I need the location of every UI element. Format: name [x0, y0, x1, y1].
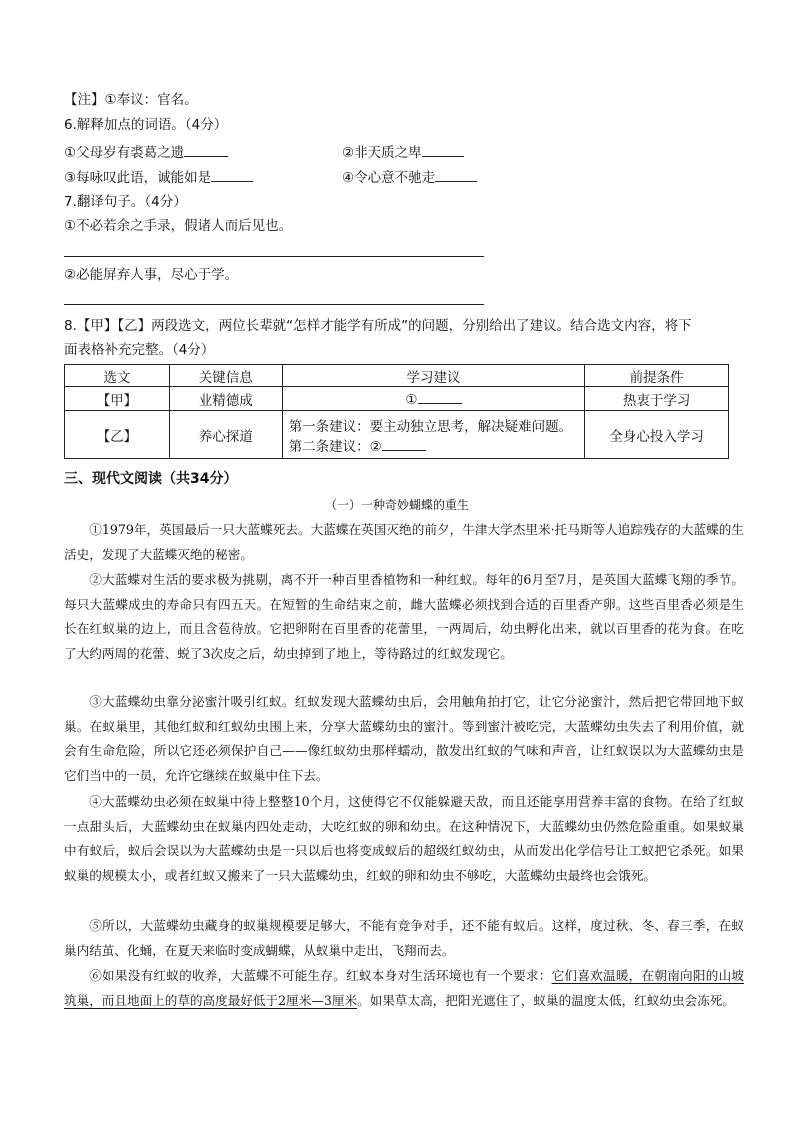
q7-title: 7.翻译句子。（4分）: [64, 194, 187, 210]
q6-item-3: [64, 167, 253, 188]
table-header: 学习建议: [282, 365, 585, 387]
q6-item-1-text: ①父母岁有裘葛之遗: [64, 145, 185, 161]
p6-underlined-sentence: 它们喜欢温暖，在朝南向阳的山坡筑巢，而且地面上的草的高度最好低于2厘米—3厘米: [64, 968, 745, 1008]
answer-blank[interactable]: [184, 142, 228, 157]
advice-line-2: [289, 435, 585, 455]
q7-item-1: ①不必若余之手录，假诸人而后见也。: [64, 218, 293, 234]
table-cell-advice: [282, 411, 585, 459]
article-paragraph-5: ⑤所以，大蓝蝶幼虫藏身的蚁巢规模要足够大，不能有竞争对手，还不能有蚁后。这样，度过秋、冬、春三季，在蚁巢内结茧、化蛹，在夏天来临时变成蝴蝶，从蚁巢中走出，飞翔而去。: [64, 918, 744, 958]
table-cell: 热衷于学习: [585, 387, 729, 411]
table-cell: 业精德成: [169, 387, 282, 411]
table-header: 关键信息: [169, 365, 282, 387]
q6-title: 6.解释加点的词语。（4分）: [64, 117, 228, 133]
q6-item-2: [342, 142, 464, 163]
table-cell-advice: [282, 387, 585, 411]
table-header: 选文: [65, 365, 170, 387]
article-paragraph-3: ③大蓝蝶幼虫靠分泌蜜汁吸引红蚁。红蚁发现大蓝蝶幼虫后，会用触角拍打它，让它分泌蜜汁，然后把它带回地下蚁巢。在蚁巢里，其他红蚁和红蚁幼虫围上来，分享大蓝蝶幼虫的蜜汁。等到蜜汁被吃完，大蓝蝶幼虫失去了利用价值，就会有生命危险，所以它还必须保护自己——像红蚁幼虫那样蠕动，散发出红蚁的气味和声音，让红蚁误以为大蓝蝶幼虫是它们当中的一员，允许它继续在蚁巢中住下去。: [64, 694, 744, 783]
table-cell: 【乙】: [65, 411, 170, 459]
article-paragraph-2: ②大蓝蝶对生活的要求极为挑剔，离不开一种百里香植物和一种红蚁。每年的6月至7月，是英国大蓝蝶飞翔的季节。每只大蓝蝶成虫的寿命只有四五天。在短暂的生命结束之前，雌大蓝蝶必须找到合适的百里香产卵。这些百里香必须是生长在红蚁巢的边上，而且含苞待放。它把卵附在百里香的花蕾里，一两周后，幼虫孵化出来，就以百里香的花为食。在吃了大约两周的花蕾、蜕了3次皮之后，幼虫掉到了地上，等待路过的红蚁发现它。: [64, 572, 744, 661]
advice-label: 第二条建议：②: [288, 438, 382, 455]
article-paragraph-1: ①1979年，英国最后一只大蓝蝶死去。大蓝蝶在英国灭绝的前夕，牛津大学杰里米·托马斯等人追踪残存的大蓝蝶的生活史，发现了大蓝蝶灭绝的秘密。: [64, 522, 744, 562]
p6-text-b: 。如果草太高，把阳光遮住了，蚁巢的温度太低，红蚁幼虫会冻死。: [357, 992, 735, 1008]
advice-label: ①: [405, 392, 418, 408]
answer-blank[interactable]: [422, 142, 464, 157]
q6-item-2-text: ②非天质之卑: [342, 145, 422, 161]
q6-item-4: [342, 167, 477, 188]
answer-blank[interactable]: [211, 167, 253, 182]
q7-answer-line-1[interactable]: [64, 256, 484, 257]
q6-item-4-text: ④令心意不驰走: [342, 170, 436, 186]
answer-blank[interactable]: [418, 389, 462, 404]
table-cell: 养心探道: [169, 411, 282, 459]
table-cell: 全身心投入学习: [585, 411, 729, 459]
p6-text-a: ⑥如果没有红蚁的收养，大蓝蝶不可能生存。红蚁本身对生活环境也有一个要求：: [89, 968, 552, 983]
q7-item-2: ②必能屏弃人事，尽心于学。: [64, 267, 239, 283]
q7-answer-line-2[interactable]: [64, 304, 484, 305]
note-line: 【注】①奉议：官名。: [64, 92, 198, 108]
q8-line-1: 8.【甲】【乙】两段选文，两位长辈就“怎样才能学有所成”的问题，分别给出了建议。结合选文内容，将下: [64, 318, 692, 334]
answer-blank[interactable]: [382, 436, 426, 451]
table-row: [65, 411, 729, 459]
advice-line-1: 第一条建议：要主动独立思考，解决疑难问题。: [288, 418, 573, 435]
q6-item-3-text: ③每咏叹此语，诚能如是: [64, 170, 212, 186]
table-header-row: [65, 365, 729, 387]
section-heading: 三、现代文阅读（共34分）: [64, 471, 238, 487]
q6-item-1: [64, 142, 228, 163]
q8-line-2: 面表格补充完整。（4分）: [64, 342, 215, 358]
table-cell: 【甲】: [65, 387, 170, 411]
table-header: 前提条件: [585, 365, 729, 387]
q8-table: [64, 364, 729, 459]
table-row: [65, 387, 729, 411]
article-paragraph-4: ④大蓝蝶幼虫必须在蚁巢中待上整整10个月，这使得它不仅能躲避天敌，而且还能享用营养丰富的食物。在给了红蚁一点甜头后，大蓝蝶幼虫在蚁巢内四处走动，大吃红蚁的卵和幼虫。在这种情况下，大蓝蝶幼虫仍然危险重重。如果蚁巢中有蚁后，蚁后会误以为大蓝蝶幼虫是一只以后也将变成蚁后的超级红蚁幼虫，从而发出化学信号让工蚁把它杀死。如果蚁巢的规模太小，或者红蚁又搬来了一只大蓝蝶幼虫，红蚁的卵和幼虫不够吃，大蓝蝶幼虫最终也会饿死。: [64, 794, 744, 883]
article-title: （一）一种奇妙蝴蝶的重生: [324, 498, 469, 512]
answer-blank[interactable]: [435, 167, 477, 182]
article-paragraph-6: [64, 964, 744, 1013]
